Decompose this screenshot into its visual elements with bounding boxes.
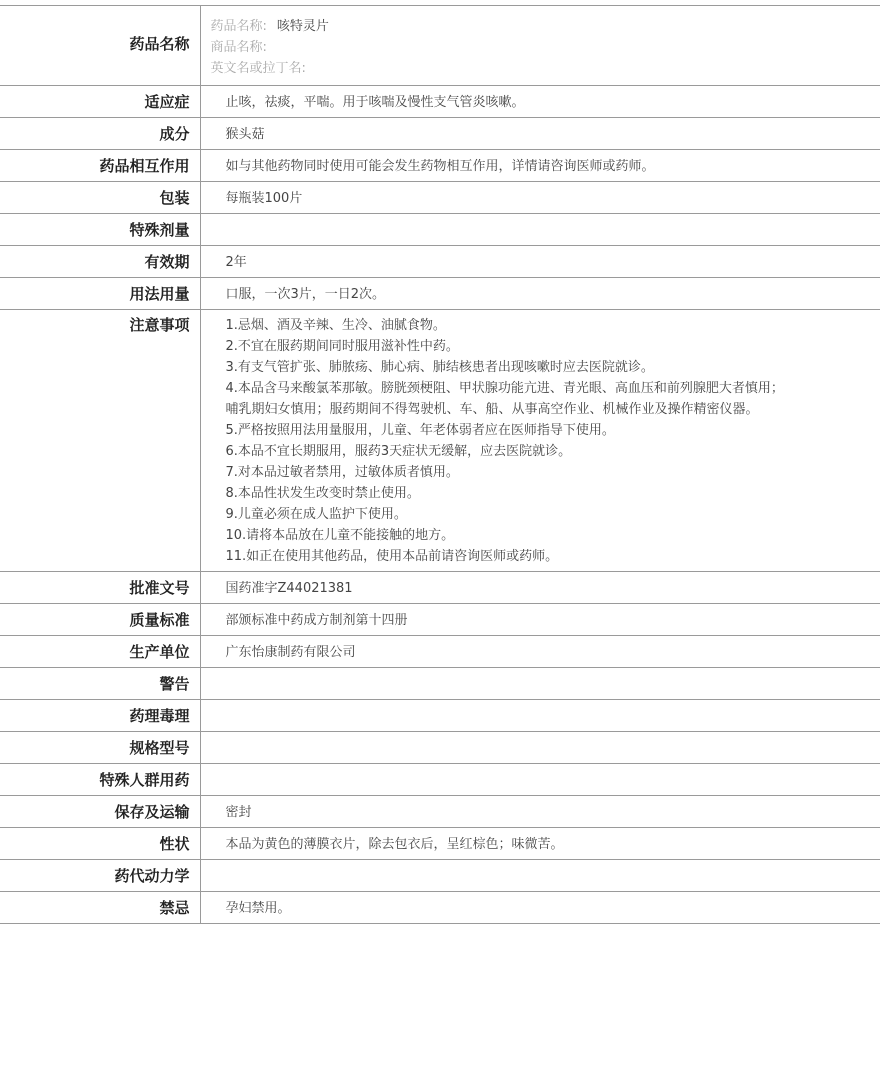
row-label: 特殊人群用药	[0, 764, 200, 796]
generic-name-line	[211, 16, 871, 37]
row-contraindications	[0, 892, 880, 924]
row-value	[200, 668, 880, 700]
row-label: 适应症	[0, 86, 200, 118]
list-item: 8.本品性状发生改变时禁止使用。	[225, 486, 420, 501]
drug-spec-sheet	[0, 5, 880, 924]
row-spec-model	[0, 732, 880, 764]
row-special-dose	[0, 214, 880, 246]
row-label: 注意事项	[0, 310, 200, 572]
row-value: 2年	[200, 246, 880, 278]
row-special-population	[0, 764, 880, 796]
row-manufacturer	[0, 636, 880, 668]
row-label: 批准文号	[0, 572, 200, 604]
row-approval-number	[0, 572, 880, 604]
row-label: 禁忌	[0, 892, 200, 924]
row-label: 质量标准	[0, 604, 200, 636]
row-package	[0, 182, 880, 214]
row-value: 本品为黄色的薄膜衣片，除去包衣后，呈红棕色；味微苦。	[200, 828, 880, 860]
english-name-line	[211, 58, 871, 79]
list-item: 6.本品不宜长期服用，服药3天症状无缓解，应去医院就诊。	[225, 444, 572, 459]
list-item: 3.有支气管扩张、肺脓疡、肺心病、肺结核患者出现咳嗽时应去医院就诊。	[225, 360, 654, 375]
row-value: 每瓶装100片	[200, 182, 880, 214]
row-ingredients	[0, 118, 880, 150]
row-storage	[0, 796, 880, 828]
row-label: 保存及运输	[0, 796, 200, 828]
row-value: 部颁标准中药成方制剂第十四册	[200, 604, 880, 636]
row-indications	[0, 86, 880, 118]
row-appearance	[0, 828, 880, 860]
generic-name-key: 药品名称:	[210, 19, 267, 34]
row-label: 药理毒理	[0, 700, 200, 732]
row-cautions	[0, 310, 880, 572]
row-label: 特殊剂量	[0, 214, 200, 246]
row-value	[200, 732, 880, 764]
row-drug-name	[0, 6, 880, 86]
row-usage	[0, 278, 880, 310]
row-label: 包装	[0, 182, 200, 214]
row-value	[200, 700, 880, 732]
row-label: 药品名称	[0, 6, 200, 86]
row-value: 止咳，祛痰，平喘。用于咳喘及慢性支气管炎咳嗽。	[200, 86, 880, 118]
row-label: 用法用量	[0, 278, 200, 310]
row-toxicology	[0, 700, 880, 732]
row-value: 国药准字Z44021381	[200, 572, 880, 604]
row-shelf-life	[0, 246, 880, 278]
list-item: 4.本品含马来酸氯苯那敏。膀胱颈梗阻、甲状腺功能亢进、青光眼、高血压和前列腺肥大者慎用；哺乳期妇女慎用；服药期间不得驾驶机、车、船、从事高空作业、机械作业及操作精密仪器。	[225, 381, 784, 417]
row-value: 如与其他药物同时使用可能会发生药物相互作用，详情请咨询医师或药师。	[200, 150, 880, 182]
english-name-key: 英文名或拉丁名:	[210, 61, 306, 76]
row-label: 规格型号	[0, 732, 200, 764]
row-label: 药代动力学	[0, 860, 200, 892]
list-item: 10.请将本品放在儿童不能接触的地方。	[225, 528, 455, 543]
cautions-list	[226, 315, 861, 567]
list-item: 11.如正在使用其他药品，使用本品前请咨询医师或药师。	[225, 549, 559, 564]
row-quality-standard	[0, 604, 880, 636]
list-item: 5.严格按照用法用量服用，儿童、年老体弱者应在医师指导下使用。	[225, 423, 615, 438]
list-item: 7.对本品过敏者禁用，过敏体质者慎用。	[225, 465, 459, 480]
drug-name-values	[200, 6, 880, 86]
row-pharmacokinetics	[0, 860, 880, 892]
list-item: 2.不宜在服药期间同时服用滋补性中药。	[225, 339, 459, 354]
row-value	[200, 764, 880, 796]
row-value: 猴头菇	[200, 118, 880, 150]
row-label: 药品相互作用	[0, 150, 200, 182]
row-interactions	[0, 150, 880, 182]
row-value: 密封	[200, 796, 880, 828]
trade-name-line	[211, 37, 871, 58]
row-warning	[0, 668, 880, 700]
list-item: 1.忌烟、酒及辛辣、生冷、油腻食物。	[225, 318, 446, 333]
row-value	[200, 214, 880, 246]
drug-spec-table	[0, 5, 880, 924]
row-value: 口服，一次3片，一日2次。	[200, 278, 880, 310]
list-item: 9.儿童必须在成人监护下使用。	[225, 507, 407, 522]
generic-name-value: 咳特灵片	[276, 19, 329, 34]
row-value: 孕妇禁用。	[200, 892, 880, 924]
row-label: 有效期	[0, 246, 200, 278]
trade-name-key: 商品名称:	[210, 40, 267, 55]
row-label: 成分	[0, 118, 200, 150]
row-value: 广东怡康制药有限公司	[200, 636, 880, 668]
cautions-list-cell	[200, 310, 880, 572]
row-label: 生产单位	[0, 636, 200, 668]
row-label: 性状	[0, 828, 200, 860]
row-value	[200, 860, 880, 892]
row-label: 警告	[0, 668, 200, 700]
